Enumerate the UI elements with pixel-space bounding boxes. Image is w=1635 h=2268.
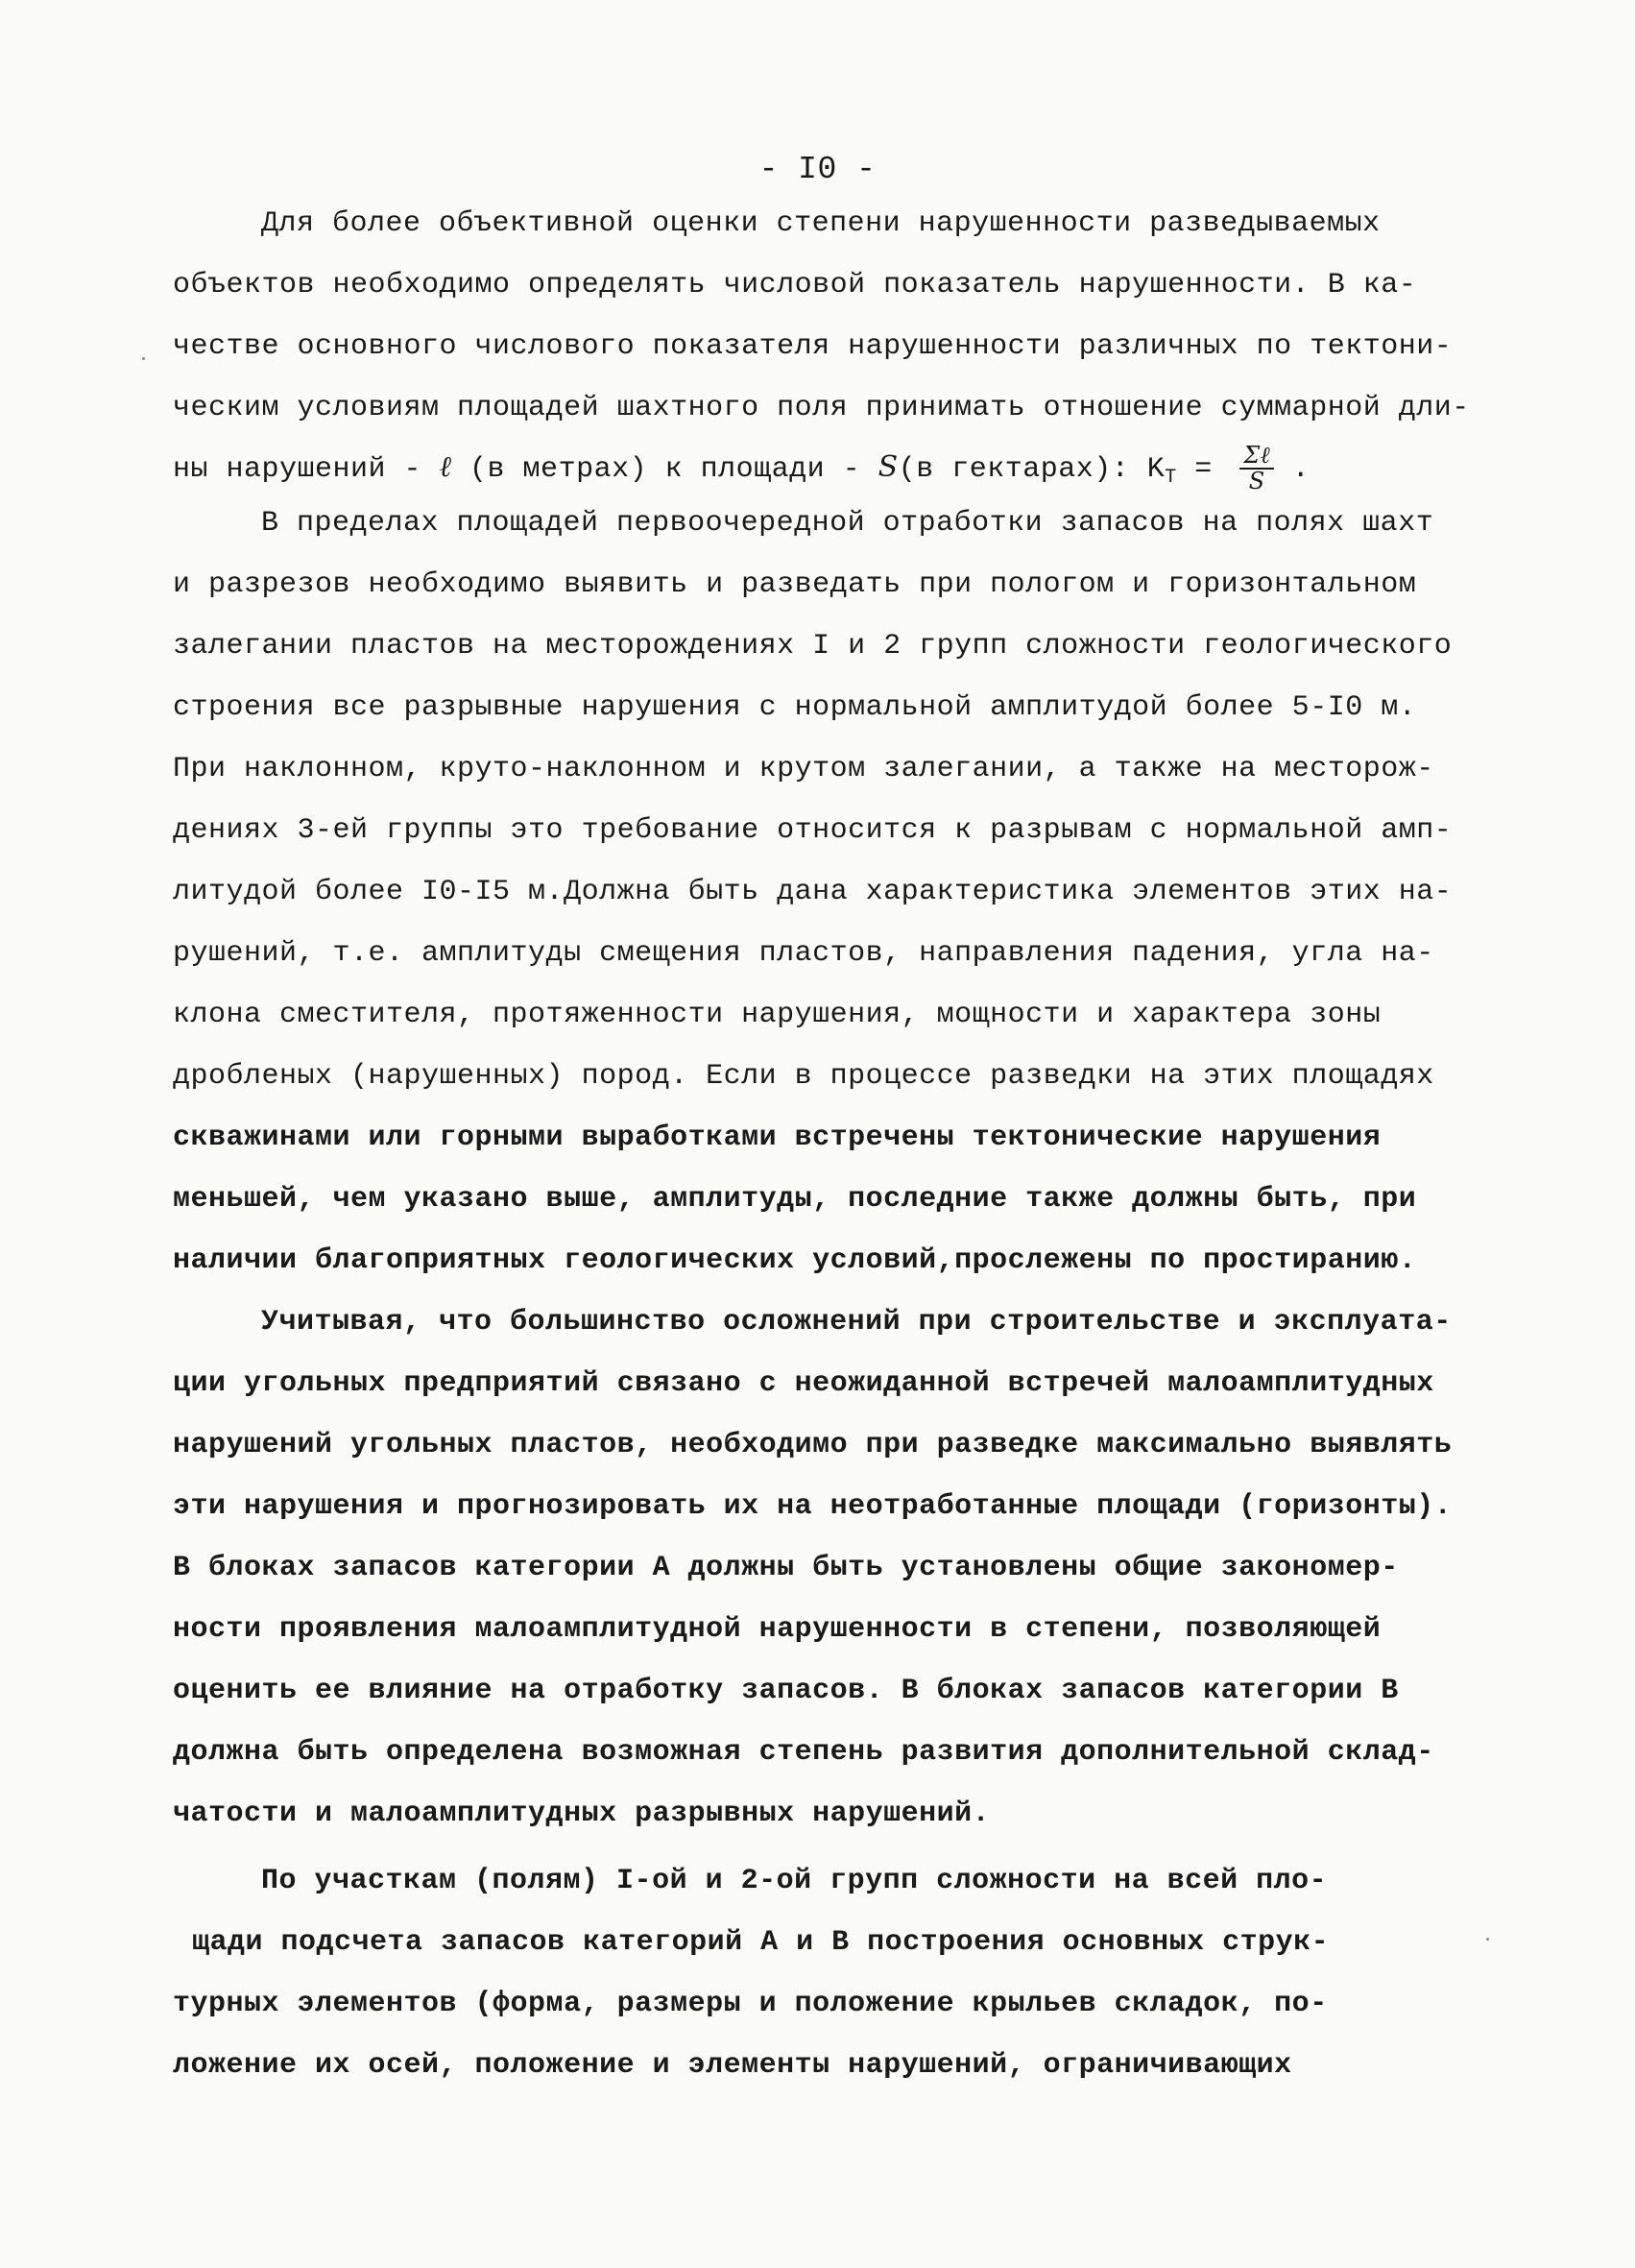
k-subscript: T (1165, 467, 1177, 490)
paragraph-4-line-3: турных элементов (форма, размеры и положение крыльев складок, по- (173, 1988, 1328, 2020)
paragraph-2-line-5: При наклонном, круто-наклонном и крутом залегании, а также на месторож- (173, 753, 1434, 785)
formula-text-a: ны нарушений - (173, 453, 440, 487)
area-symbol: S (878, 450, 899, 485)
paragraph-1-line-3: честве основного числового показателя нарушенности различных по тектони- (173, 330, 1453, 363)
scan-speck (142, 357, 145, 360)
scan-speck (1486, 1938, 1489, 1941)
paragraph-3-line-3: нарушений угольных пластов, необходимо при разведке максимально выявлять (173, 1429, 1453, 1461)
paragraph-2-line-1: В пределах площадей первоочередной отработки запасов на полях шахт (261, 507, 1434, 540)
paragraph-1-line-5-formula (173, 444, 1310, 494)
paragraph-2-line-8: рушений, т.е. амплитуды смещения пластов, направления падения, угла на- (173, 937, 1434, 970)
paragraph-3-line-8: должна быть определена возможная степень развития дополнительной склад- (173, 1736, 1434, 1769)
paragraph-2-line-4: строения все разрывные нарушения с нормальной амплитудой более 5-I0 м. (173, 691, 1417, 724)
length-symbol: ℓ (439, 450, 452, 485)
paragraph-4-line-1: По участкам (полям) I-ой и 2-ой групп сложности на всей пло- (261, 1865, 1328, 1897)
paragraph-4-line-2: щади подсчета запасов категорий А и В построения основных струк- (192, 1926, 1330, 1959)
formula-text-b: (в метрах) к площади - (451, 453, 878, 487)
paragraph-3-line-4: эти нарушения и прогнозировать их на неотработанные площади (горизонты). (173, 1490, 1453, 1523)
paragraph-2-line-13: наличии благоприятных геологических условий,прослежены по простиранию. (173, 1244, 1417, 1277)
paragraph-3-line-6: ности проявления малоамплитудной нарушенности в степени, позволяющей (173, 1613, 1382, 1646)
paragraph-2-line-9: клона сместителя, протяженности нарушения, мощности и характера зоны (173, 999, 1382, 1031)
paragraph-2-line-12: меньшей, чем указано выше, амплитуды, последние также должны быть, при (173, 1183, 1417, 1216)
formula-end: . (1274, 453, 1310, 487)
fraction-denominator: S (1248, 468, 1265, 495)
paragraph-1-line-2: объектов необходимо определять числовой показатель нарушенности. В ка- (173, 269, 1417, 302)
paragraph-2-line-6: дениях 3-ей группы это требование относится к разрывам с нормальной амп- (173, 814, 1453, 847)
paragraph-1-line-1: Для более объективной оценки степени нарушенности разведываемых (261, 207, 1381, 240)
paragraph-2-line-2: и разрезов необходимо выявить и разведать при пологом и горизонтальном (173, 568, 1417, 601)
page-number: - I0 - (758, 152, 877, 187)
paragraph-3-line-5: В блоках запасов категории А должны быть установлены общие закономер- (173, 1552, 1399, 1584)
paragraph-3-line-1: Учитывая, что большинство осложнений при строительстве и эксплуата- (261, 1306, 1452, 1339)
paragraph-4-line-4: ложение их осей, положение и элементы нарушений, ограничивающих (173, 2049, 1292, 2082)
paragraph-2-line-11: скважинами или горными выработками встречены тектонические нарушения (173, 1122, 1382, 1154)
formula-equals: = (1176, 453, 1231, 487)
paragraph-3-line-2: ции угольных предприятий связано с неожиданной встречей малоамплитудных (173, 1367, 1434, 1400)
paragraph-2-line-7: литудой более I0-I5 м.Должна быть дана характеристика элементов этих на- (173, 876, 1453, 908)
formula-fraction (1239, 444, 1274, 494)
paragraph-3-line-9: чатости и малоамплитудных разрывных нарушений. (173, 1798, 991, 1830)
paragraph-2-line-10: дробленых (нарушенных) пород. Если в процессе разведки на этих площадях (173, 1060, 1434, 1093)
fraction-numerator: Σℓ (1239, 444, 1274, 470)
formula-text-c: (в гектарах): K (898, 453, 1166, 487)
paragraph-3-line-7: оценить ее влияние на отработку запасов. В блоках запасов категории В (173, 1675, 1399, 1707)
paragraph-2-line-3: залегании пластов на месторождениях I и 2 групп сложности геологического (173, 630, 1453, 663)
paragraph-1-line-4: ческим условиям площадей шахтного поля принимать отношение суммарной дли- (173, 392, 1470, 424)
